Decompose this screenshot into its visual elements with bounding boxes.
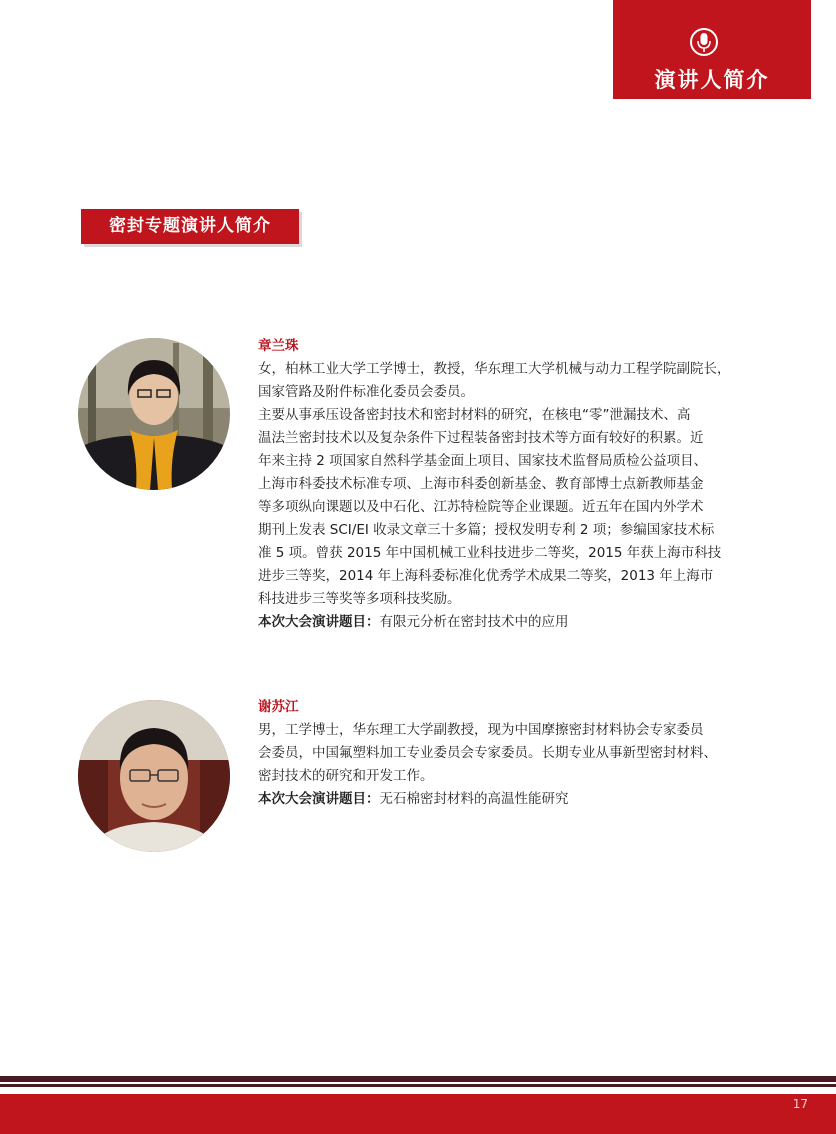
footer-band bbox=[0, 1094, 836, 1134]
footer-divider-thin bbox=[0, 1084, 836, 1087]
bio-line: 男，工学博士，华东理工大学副教授，现为中国摩擦密封材料协会专家委员 bbox=[258, 722, 704, 738]
talk-line bbox=[258, 611, 764, 634]
bio-line: 女，柏林工业大学工学博士，教授，华东理工大学机械与动力工程学院副院长， bbox=[258, 361, 731, 377]
microphone-icon bbox=[689, 27, 719, 57]
bio-line: 会委员，中国氟塑料加工专业委员会专家委员。长期专业从事新型密封材料、 bbox=[258, 745, 717, 761]
speaker-name: 章兰珠 bbox=[258, 338, 299, 354]
talk-title: 无石棉密封材料的高温性能研究 bbox=[379, 791, 569, 807]
speaker-name: 谢苏江 bbox=[258, 699, 299, 715]
speaker-photo-2 bbox=[78, 700, 230, 852]
talk-label: 本次大会演讲题目： bbox=[258, 791, 380, 807]
talk-label: 本次大会演讲题目： bbox=[258, 614, 380, 630]
bio-line: 上海市科委技术标准专项、上海市科委创新基金、教育部博士点新教师基金 bbox=[258, 476, 704, 492]
bio-line: 年来主持 2 项国家自然科学基金面上项目、国家技术监督局质检公益项目、 bbox=[258, 453, 708, 469]
speaker-bio-2 bbox=[258, 696, 764, 811]
bio-line: 温法兰密封技术以及复杂条件下过程装备密封技术等方面有较好的积累。近 bbox=[258, 430, 704, 446]
bio-line: 主要从事承压设备密封技术和密封材料的研究，在核电“零”泄漏技术、高 bbox=[258, 407, 691, 423]
page-number: 17 bbox=[792, 1097, 808, 1111]
speaker-photo-1 bbox=[78, 338, 230, 490]
bio-line: 国家管路及附件标准化委员会委员。 bbox=[258, 384, 474, 400]
talk-title: 有限元分析在密封技术中的应用 bbox=[379, 614, 569, 630]
talk-line bbox=[258, 788, 764, 811]
bio-line: 准 5 项。曾获 2015 年中国机械工业科技进步二等奖，2015 年获上海市科技 bbox=[258, 545, 722, 561]
footer-divider bbox=[0, 1076, 836, 1082]
bio-line: 等多项纵向课题以及中石化、江苏特检院等企业课题。近五年在国内外学术 bbox=[258, 499, 704, 515]
bio-line: 密封技术的研究和开发工作。 bbox=[258, 768, 434, 784]
header-title: 演讲人简介 bbox=[654, 68, 770, 92]
bio-line: 进步三等奖，2014 年上海科委标准化优秀学术成果二等奖，2013 年上海市 bbox=[258, 568, 714, 584]
section-title: 密封专题演讲人简介 bbox=[81, 209, 299, 244]
bio-line: 科技进步三等奖等多项科技奖励。 bbox=[258, 591, 461, 607]
bio-line: 期刊上发表 SCI/EI 收录文章三十多篇；授权发明专利 2 项；参编国家技术标 bbox=[258, 522, 715, 538]
speaker-bio-1 bbox=[258, 335, 764, 634]
